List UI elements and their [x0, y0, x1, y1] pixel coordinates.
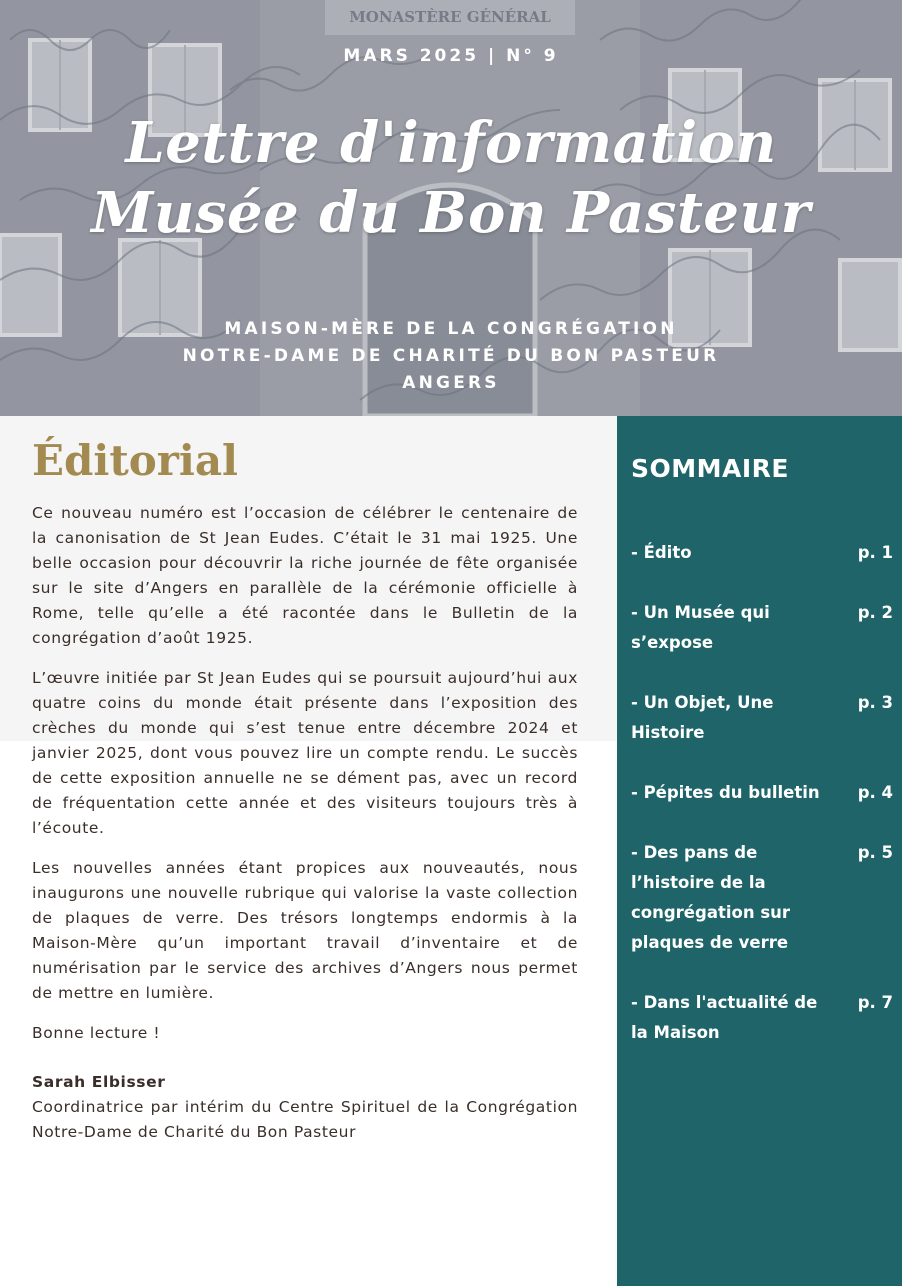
title-line-2: Musée du Bon Pasteur — [91, 180, 811, 246]
toc-page: p. 7 — [857, 993, 893, 1012]
toc-label: - Un Objet, Une Histoire — [631, 693, 774, 742]
toc-page: p. 3 — [857, 693, 893, 712]
building-sign: MONASTÈRE GÉNÉRAL — [349, 8, 551, 26]
subtitle-line-2: NOTRE-DAME DE CHARITÉ DU BON PASTEUR — [182, 346, 720, 366]
signature-name: Sarah Elbisser — [32, 1073, 166, 1091]
toc-label: - Pépites du bulletin — [631, 783, 820, 802]
header-banner — [0, 0, 902, 416]
issue-label: MARS 2025 | N° 9 — [343, 46, 559, 66]
toc-item-pepites[interactable] — [631, 778, 893, 808]
toc-item-actualite[interactable] — [631, 988, 893, 1048]
table-of-contents — [631, 538, 893, 1078]
sommaire-title: SOMMAIRE — [631, 454, 789, 483]
editorial-paragraph-1: Ce nouveau numéro est l’occasion de célébrer le centenaire de la canonisation de St Jean Eudes. C’était le 31 mai 1925. Une belle occasion pour découvrir la riche journée de fête organisée sur le site d’Angers en parallèle de la cérémonie officielle à Rome, telle qu’elle a été racontée dans le Bulletin de la congrégation d’août 1925. — [32, 504, 578, 647]
toc-page: p. 5 — [857, 843, 893, 862]
editorial-signature — [32, 1070, 578, 1145]
toc-item-plaques[interactable] — [631, 838, 893, 958]
toc-item-edito[interactable] — [631, 538, 893, 568]
editorial-closing: Bonne lecture ! — [32, 1024, 161, 1042]
organization-subtitle — [0, 316, 902, 397]
toc-page: p. 4 — [857, 783, 893, 802]
toc-item-objet[interactable] — [631, 688, 893, 748]
toc-label: - Dans l'actualité de la Maison — [631, 993, 818, 1042]
signature-role: Coordinatrice par intérim du Centre Spirituel de la Congrégation Notre-Dame de Charité du Bon Pasteur — [32, 1098, 578, 1141]
toc-label: - Des pans de l’histoire de la congrégation sur plaques de verre — [631, 843, 791, 952]
toc-label: - Un Musée qui s’expose — [631, 603, 770, 652]
toc-page: p. 2 — [857, 603, 893, 622]
subtitle-line-3: ANGERS — [402, 373, 500, 393]
subtitle-line-1: MAISON-MÈRE DE LA CONGRÉGATION — [224, 319, 678, 339]
editorial-title: Éditorial — [32, 436, 239, 485]
sommaire-sidebar — [617, 416, 902, 1286]
toc-label: - Édito — [631, 543, 692, 562]
editorial-paragraph-2: L’œuvre initiée par St Jean Eudes qui se poursuit aujourd’hui aux quatre coins du monde était présente dans l’exposition des crèches du monde qui s’est tenue entre décembre 2024 et janvier 2025, dont vous pouvez lire un compte rendu. Le succès de cette exposition annuelle ne se dément pas, avec un record de fréquentation cette année et des visiteurs toujours très à l’écoute. — [32, 669, 578, 837]
editorial-paragraph-3: Les nouvelles années étant propices aux nouveautés, nous inaugurons une nouvelle rubrique qui valorise la vaste collection de plaques de verre. Des trésors longtemps endormis à la Maison-Mère qu’un important travail d’inventaire et de numérisation par le service des archives d’Angers nous permet de mettre en lumière. — [32, 859, 578, 1002]
editorial-body — [32, 501, 578, 1160]
newsletter-title — [0, 108, 902, 248]
editorial-section — [0, 416, 617, 1286]
toc-page: p. 1 — [857, 543, 893, 562]
toc-item-musee[interactable] — [631, 598, 893, 658]
title-line-1: Lettre d'information — [125, 110, 777, 176]
